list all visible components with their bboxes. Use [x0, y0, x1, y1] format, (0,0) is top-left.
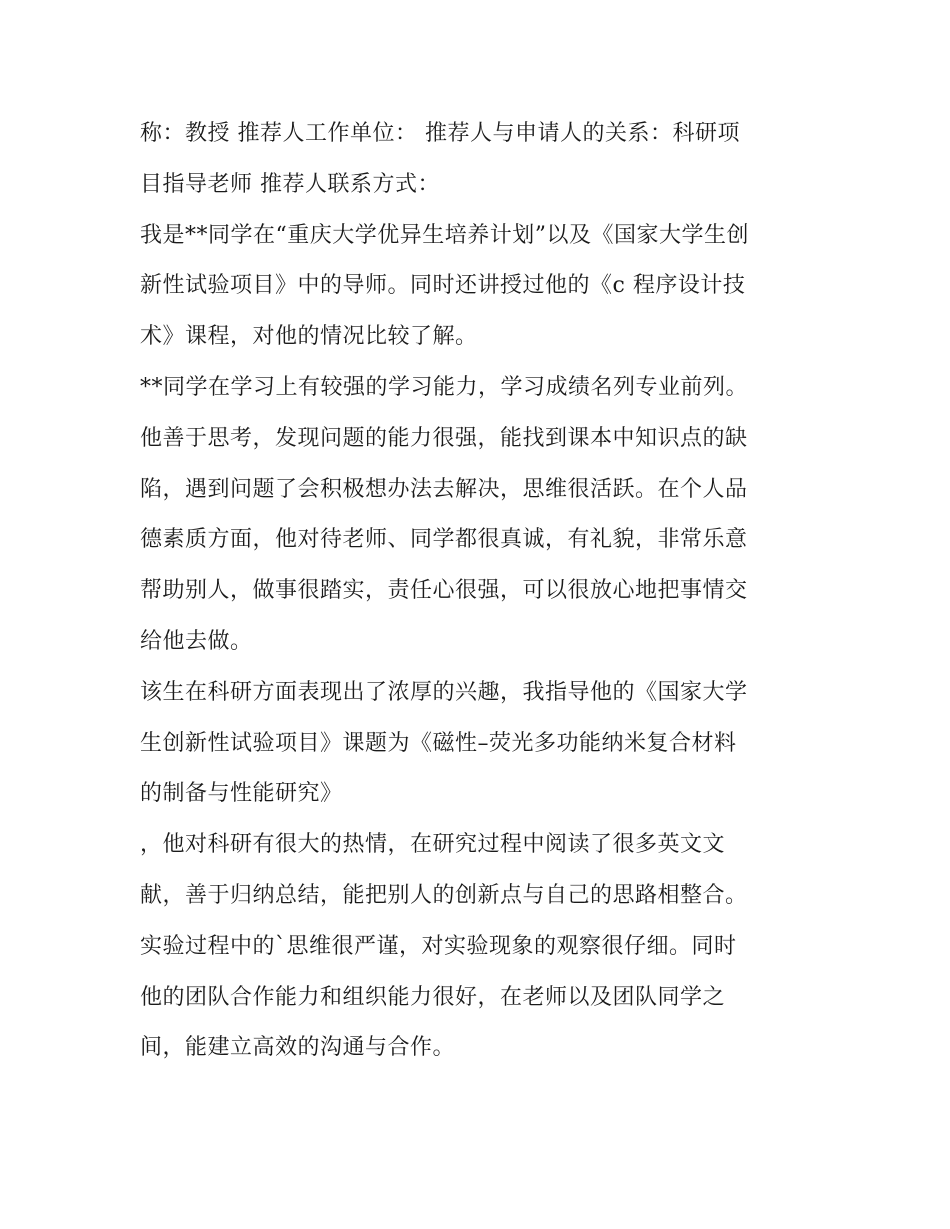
text-line: 给他去做。 [140, 628, 253, 654]
text-line: 他的团队合作能力和组织能力很好，在老师以及团队同学之 [140, 984, 726, 1010]
text-line: ，他对科研有很大的热情，在研究过程中阅读了很多英文文 [140, 832, 726, 858]
text-line: 生创新性试验项目》课题为《磁性–荧光多功能纳米复合材料 [140, 730, 737, 756]
text-line: 新性试验项目》中的导师。同时还讲授过他的《c 程序设计技 [140, 273, 746, 299]
text-line: 目指导老师 推荐人联系方式： [140, 171, 440, 197]
text-line: 实验过程中的`思维很严谨，对实验现象的观察很仔细。同时 [140, 933, 737, 959]
text-line: 术》课程，对他的情况比较了解。 [140, 324, 478, 350]
text-line: 间，能建立高效的沟通与合作。 [140, 1035, 456, 1061]
text-line: 帮助别人，做事很踏实，责任心很强，可以很放心地把事情交 [140, 578, 748, 604]
text-line: 他善于思考，发现问题的能力很强，能找到课本中知识点的缺 [140, 425, 748, 451]
text-line: 献，善于归纳总结，能把别人的创新点与自己的思路相整合。 [140, 882, 748, 908]
text-line: 我是**同学在“重庆大学优异生培养计划”以及《国家大学生创 [140, 222, 749, 248]
text-line: **同学在学习上有较强的学习能力，学习成绩名列专业前列。 [140, 374, 749, 400]
text-line: 陷，遇到问题了会积极想办法去解决，思维很活跃。在个人品 [140, 476, 748, 502]
document-body [140, 109, 830, 1074]
text-line: 的制备与性能研究》 [140, 781, 343, 807]
text-line: 德素质方面，他对待老师、同学都很真诚，有礼貌，非常乐意 [140, 527, 748, 553]
text-line: 称：教授 推荐人工作单位： 推荐人与申请人的关系：科研项 [140, 121, 740, 146]
text-line: 该生在科研方面表现出了浓厚的兴趣，我指导他的《国家大学 [140, 679, 748, 705]
